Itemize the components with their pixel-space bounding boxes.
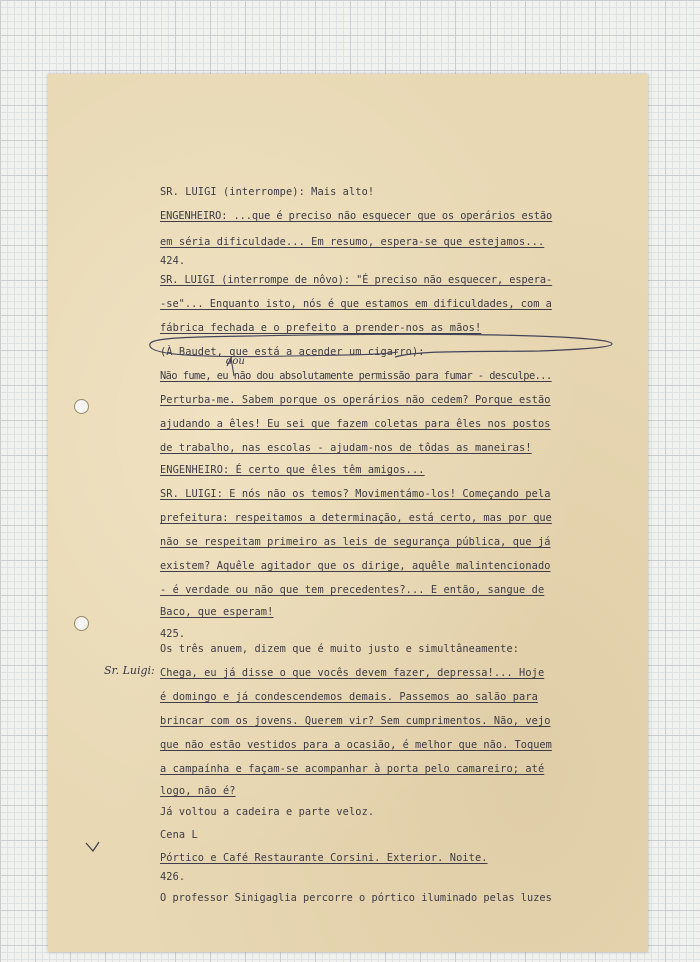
typed-line: que não estão vestidos para a ocasião, é melhor que não. Toquem bbox=[160, 739, 552, 751]
typed-line: prefeitura: respeitamos a determinação, está certo, mas por que bbox=[160, 512, 552, 524]
typed-line: - é verdade ou não que tem precedentes?... E então, sangue de bbox=[160, 584, 545, 596]
typed-line: O professor Sinigaglia percorre o pórtico iluminado pelas luzes bbox=[160, 892, 552, 904]
typed-line: SR. LUIGI: E nós não os temos? Movimentámo-los! Começando pela bbox=[160, 488, 551, 500]
typed-line: existem? Aquêle agitador que os dirige, aquêle malintencionado bbox=[160, 560, 551, 572]
typed-line: Perturba-me. Sabem porque os operários não cedem? Porque estão bbox=[160, 394, 551, 406]
inserted-word: dou bbox=[226, 356, 245, 367]
typed-line: SR. LUIGI (interrompe de nôvo): "É preciso não esquecer, espera- bbox=[160, 274, 553, 286]
typed-line: de trabalho, nas escolas - ajudam-nos de tôdas as maneiras! bbox=[160, 442, 532, 454]
typed-line: Não fume, eu não dou absolutamente permissão para fumar - desculpe... bbox=[160, 370, 552, 382]
bracket-lower-stroke bbox=[150, 346, 398, 357]
typed-line: ajudando a êles! Eu sei que fazem coletas para êles nos postos bbox=[160, 418, 551, 430]
typed-line: 425. bbox=[160, 628, 186, 640]
typed-line: Cena L bbox=[160, 829, 198, 841]
typed-line: fábrica fechada e o prefeito a prender-nos as mãos! bbox=[160, 322, 482, 334]
typed-line: 424. bbox=[160, 255, 186, 267]
typed-line: ENGENHEIRO: É certo que êles têm amigos... bbox=[160, 464, 425, 476]
typed-line: Já voltou a cadeira e parte veloz. bbox=[160, 806, 375, 818]
typed-line: Pórtico e Café Restaurante Corsini. Exterior. Noite. bbox=[160, 852, 488, 864]
typed-line: 426. bbox=[160, 871, 186, 883]
typed-line: -se"... Enquanto isto, nós é que estamos em dificuldades, com a bbox=[160, 298, 552, 310]
typed-line: SR. LUIGI (interrompe): Mais alto! bbox=[160, 186, 375, 198]
typed-line: ENGENHEIRO: ...que é preciso não esquecer que os operários estão bbox=[160, 210, 553, 222]
typed-line: logo, não é? bbox=[160, 785, 236, 797]
typed-line: Os três anuem, dizem que é muito justo e simultâneamente: bbox=[160, 643, 520, 655]
typed-line: Baco, que esperam! bbox=[160, 606, 274, 618]
typed-line: a campaínha e façam-se acompanhar à porta pelo camareiro; até bbox=[160, 763, 545, 775]
typed-line: brincar com os jovens. Querem vir? Sem cumprimentos. Não, vejo bbox=[160, 715, 551, 727]
typed-line: é domingo e já condescendemos demais. Passemos ao salão para bbox=[160, 691, 538, 703]
typed-line: Chega, eu já disse o que vocês devem fazer, depressa!... Hoje bbox=[160, 667, 545, 679]
margin-speaker-note: Sr. Luigi: bbox=[104, 664, 155, 677]
typed-line: em séria dificuldade... Em resumo, espera-se que estejamos... bbox=[160, 236, 545, 248]
typed-line: não se respeitam primeiro as leis de segurança pública, que já bbox=[160, 536, 551, 548]
typed-line: (À Baudet, que está a acender um cigarro): bbox=[160, 346, 425, 358]
margin-check-mark bbox=[86, 842, 99, 851]
